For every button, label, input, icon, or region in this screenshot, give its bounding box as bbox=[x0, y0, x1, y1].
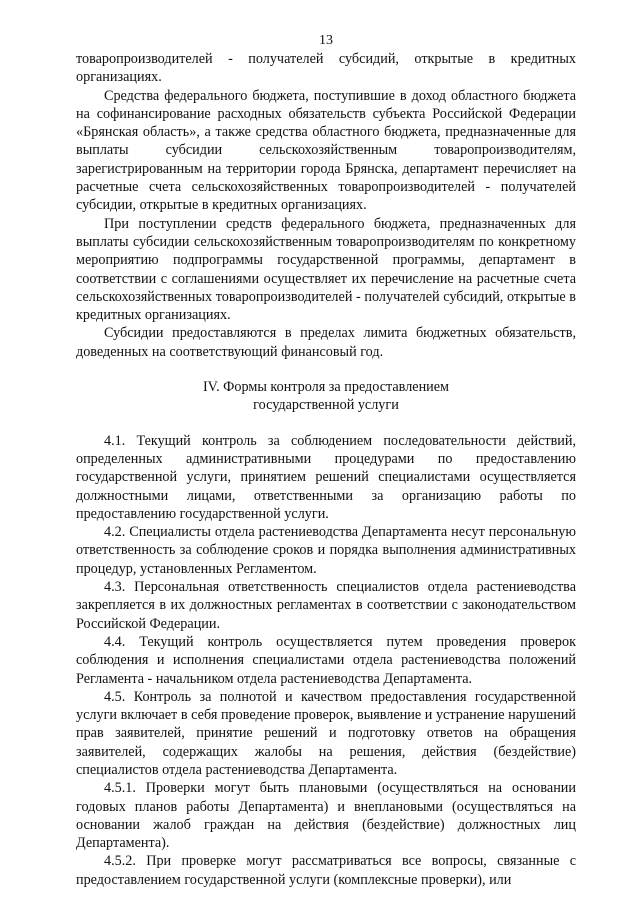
document-page bbox=[76, 32, 576, 889]
paragraph-funds-receipt: При поступлении средств федерального бюджета, предназначенных для выплаты субсидии сельскохозяйственным товаропроизводителям по конкретному мероприятию подпрограммы государственной программы, департамент в соответствии с соглашениями осуществляет их перечисление на расчетные счета сельскохозяйственных товаропроизводителей - получателей субсидий, открытые в кредитных организациях. bbox=[76, 215, 576, 324]
paragraph-federal-funds: Средства федерального бюджета, поступившие в доход областного бюджета на софинансирование расходных обязательств субъекта Российской Федерации «Брянская область», а также средства областного бюджета, предназначенные для выплаты субсидии сельскохозяйственным товаропроизводителям, зарегистрированным на территории города Брянска, департамент перечисляет на расчетные счета сельскохозяйственных товаропроизводителей - получателей субсидии, открытые в кредитных организациях. bbox=[76, 87, 576, 214]
paragraph-4-3: 4.3. Персональная ответственность специалистов отдела растениеводства закрепляется в их должностных регламентах в соответствии с законодательством Российской Федерации. bbox=[76, 579, 576, 632]
paragraph-4-5-1: 4.5.1. Проверки могут быть плановыми (осуществляться на основании годовых планов работы Департамента) и внеплановыми (осуществляться на основании жалоб граждан на действия (бездействие) должностных лиц Департамента). bbox=[76, 780, 576, 852]
paragraph-4-2: 4.2. Специалисты отдела растениеводства Департамента несут персональную ответственность за соблюдение сроков и порядка выполнения административных процедур, установленных Регламентом. bbox=[76, 524, 576, 577]
paragraph-4-4: 4.4. Текущий контроль осуществляется путем проведения проверок соблюдения и исполнения специалистами отдела растениеводства положений Регламента - начальником отдела растениеводства Департамента. bbox=[76, 633, 576, 687]
paragraph-subsidy-limits: Субсидии предоставляются в пределах лимита бюджетных обязательств, доведенных на соответствующий финансовый год. bbox=[76, 325, 576, 360]
paragraph-4-1: 4.1. Текущий контроль за соблюдением последовательности действий, определенных административными процедурами по предоставлению государственной услуги, принятием решений специалистами осуществляется должностными лицами, ответственными за организацию работы по предоставлению государственной услуги. bbox=[76, 432, 576, 522]
section-heading bbox=[76, 378, 576, 415]
section-heading-line-2: государственной услуги bbox=[253, 397, 399, 414]
page-number: 13 bbox=[319, 33, 333, 48]
paragraph-4-5-2: 4.5.2. При проверке могут рассматриваться все вопросы, связанные с предоставлением государственной услуги (комплексные проверки), или bbox=[76, 853, 576, 888]
paragraph-4-5: 4.5. Контроль за полнотой и качеством предоставления государственной услуги включает в себя проведение проверок, выявление и устранение нарушений прав заявителей, принятие решений и подготовку ответов на обращения заявителей, содержащих жалобы на решения, действия (бездействие) специалистов отдела растениеводства Департамента. bbox=[76, 688, 576, 778]
section-heading-line-1: IV. Формы контроля за предоставлением bbox=[202, 379, 450, 396]
paragraph-continuation: товаропроизводителей - получателей субсидий, открытые в кредитных организациях. bbox=[76, 51, 576, 86]
